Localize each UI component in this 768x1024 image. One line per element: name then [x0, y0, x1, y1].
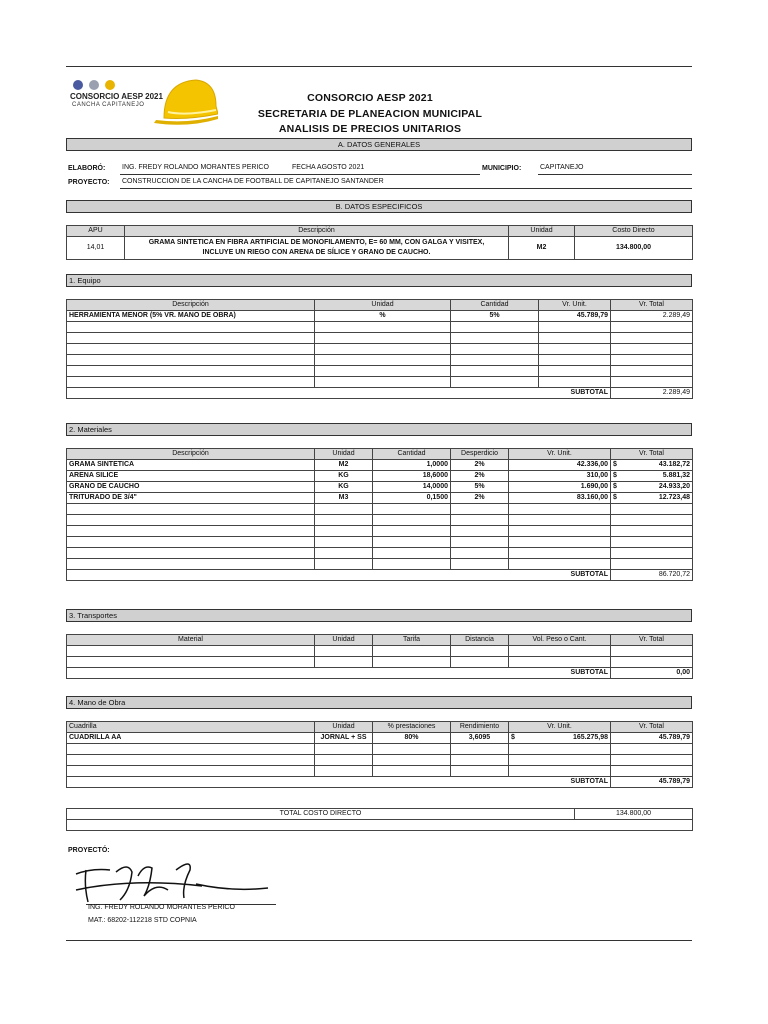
handwritten-signature	[72, 856, 272, 906]
proyecto-label: PROYECTO:	[68, 179, 110, 186]
table-row	[67, 355, 693, 366]
signer-license: MAT.: 68202-112218 STD COPNIA	[88, 917, 197, 924]
proyecto-signature-label: PROYECTÓ:	[68, 847, 110, 854]
col-header-unit: Unidad	[509, 226, 575, 237]
elaboro-label: ELABORÓ:	[68, 165, 106, 172]
transport-bar-label: 3. Transportes	[69, 611, 117, 620]
col-header-benefits: % prestaciones	[373, 722, 451, 733]
cell-quantity: 18,6000	[373, 471, 451, 482]
subtotal-value: 0,00	[611, 668, 693, 679]
table-row	[67, 493, 693, 504]
apu-value: 14,01	[67, 237, 125, 260]
table-row	[67, 377, 693, 388]
cell-waste: 5%	[451, 482, 509, 493]
equipment-table	[66, 299, 693, 399]
col-header-crew: Cuadrilla	[67, 722, 315, 733]
logo-subtitle: CANCHA CAPITANEJO	[72, 102, 145, 108]
subtotal-value: 86.720,72	[611, 570, 693, 581]
currency-symbol: $	[613, 461, 617, 468]
table-row	[67, 515, 693, 526]
col-header-unit-price: Vr. Unit.	[509, 722, 611, 733]
subtotal-label: SUBTOTAL	[539, 388, 611, 399]
table-row	[67, 559, 693, 570]
cell-unit-price: 83.160,00	[509, 493, 611, 504]
transport-table	[66, 634, 693, 679]
table-row	[67, 504, 693, 515]
cell-description: GRANO DE CAUCHO	[67, 482, 315, 493]
cell-unit: KG	[315, 482, 373, 493]
table-row	[67, 322, 693, 333]
table-row	[67, 311, 693, 322]
equipment-bar	[66, 274, 692, 287]
col-header-material: Material	[67, 635, 315, 646]
subtotal-value: 45.789,79	[611, 777, 693, 788]
fecha-value: FECHA AGOSTO 2021	[292, 164, 365, 171]
subtotal-label: SUBTOTAL	[509, 668, 611, 679]
apu-description	[125, 237, 509, 260]
table-row	[67, 755, 693, 766]
elaboro-underline	[120, 174, 480, 175]
col-header-unit-price: Vr. Unit.	[509, 449, 611, 460]
col-header-description: Descripción	[67, 449, 315, 460]
col-header-unit-price: Vr. Unit.	[539, 300, 611, 311]
table-row	[67, 646, 693, 657]
col-header-total: Vr. Total	[611, 635, 693, 646]
cell-unit-price: 310,00	[509, 471, 611, 482]
cell-quantity: 1,0000	[373, 460, 451, 471]
subtotal-value: 2.289,49	[611, 388, 693, 399]
materials-table	[66, 448, 693, 581]
cell-unit-price-value: 165.275,98	[572, 734, 608, 741]
col-header-unit: Unidad	[315, 635, 373, 646]
cell-performance: 3,6095	[451, 733, 509, 744]
col-header-distance: Distancia	[451, 635, 509, 646]
cell-description: HERRAMIENTA MENOR (5% VR. MANO DE OBRA)	[67, 311, 315, 322]
col-header-description: Descripción	[67, 300, 315, 311]
cell-description: ARENA SILICE	[67, 471, 315, 482]
apu-description-line1: GRAMA SINTETICA EN FIBRA ARTIFICIAL DE MONOFILAMENTO, E= 60 MM, CON GALGA Y VISITEX,	[148, 239, 485, 246]
cell-waste: 2%	[451, 460, 509, 471]
total-value: 134.800,00	[575, 809, 693, 820]
currency-symbol: $	[613, 472, 617, 479]
cell-benefits: 80%	[373, 733, 451, 744]
municipio-underline	[538, 174, 692, 175]
col-header-total: Vr. Total	[611, 722, 693, 733]
materials-bar	[66, 423, 692, 436]
col-header-description: Descripción	[125, 226, 509, 237]
cell-total: 45.789,79	[611, 733, 693, 744]
logo-brand: CONSORCIO AESP 2021	[70, 92, 163, 101]
cell-waste: 2%	[451, 493, 509, 504]
table-row	[67, 744, 693, 755]
col-header-direct-cost: Costo Directo	[575, 226, 693, 237]
subtotal-row	[67, 388, 693, 399]
cell-unit: JORNAL + SS	[315, 733, 373, 744]
subtotal-row	[67, 570, 693, 581]
table-row	[67, 537, 693, 548]
header-line2: SECRETARIA DE PLANEACION MUNICIPAL	[257, 108, 483, 120]
col-header-quantity: Cantidad	[451, 300, 539, 311]
cell-total: 2.289,49	[611, 311, 693, 322]
table-row	[67, 460, 693, 471]
subtotal-row	[67, 668, 693, 679]
cell-unit-price	[509, 733, 611, 744]
table-row	[67, 526, 693, 537]
apu-description-line2: INCLUYE UN RIEGO CON ARENA DE SÍLICE Y GRANO DE CAUCHO.	[202, 249, 431, 256]
table-row	[67, 733, 693, 744]
table-row	[67, 333, 693, 344]
col-header-total: Vr. Total	[611, 300, 693, 311]
col-header-performance: Rendimiento	[451, 722, 509, 733]
col-header-unit: Unidad	[315, 722, 373, 733]
top-rule	[66, 66, 692, 67]
company-logo	[68, 76, 218, 136]
labor-bar	[66, 696, 692, 709]
cell-unit-price: 42.336,00	[509, 460, 611, 471]
col-header-volume: Vol. Peso o Cant.	[509, 635, 611, 646]
municipio-value: CAPITANEJO	[540, 164, 584, 171]
specific-data-bar: B. DATOS ESPECIFICOS	[66, 200, 692, 213]
table-row	[67, 657, 693, 668]
cell-total	[611, 460, 693, 471]
materials-bar-label: 2. Materiales	[69, 425, 112, 434]
subtotal-label: SUBTOTAL	[509, 570, 611, 581]
general-data-bar: A. DATOS GENERALES	[66, 138, 692, 151]
cell-unit-price: 45.789,79	[539, 311, 611, 322]
table-row	[67, 548, 693, 559]
currency-symbol: $	[511, 734, 515, 741]
cell-unit: M3	[315, 493, 373, 504]
proyecto-value: CONSTRUCCION DE LA CANCHA DE FOOTBALL DE CAPITANEJO SANTANDER	[122, 178, 384, 185]
cell-unit: %	[315, 311, 451, 322]
cell-unit: M2	[315, 460, 373, 471]
col-header-total: Vr. Total	[611, 449, 693, 460]
header-line1: CONSORCIO AESP 2021	[307, 92, 433, 104]
cell-total	[611, 493, 693, 504]
col-header-unit: Unidad	[315, 300, 451, 311]
subtotal-row	[67, 777, 693, 788]
cell-total	[611, 471, 693, 482]
cell-total-value: 5.881,32	[662, 472, 690, 479]
col-header-waste: Desperdicio	[451, 449, 509, 460]
specific-table	[66, 225, 693, 260]
cell-unit-price: 1.690,00	[509, 482, 611, 493]
table-row	[67, 366, 693, 377]
labor-bar-label: 4. Mano de Obra	[69, 698, 126, 707]
col-header-rate: Tarifa	[373, 635, 451, 646]
cell-crew: CUADRILLA AA	[67, 733, 315, 744]
labor-table	[66, 721, 693, 788]
currency-symbol: $	[613, 483, 617, 490]
elaboro-value: ING. FREDY ROLANDO MORANTES PERICO	[122, 164, 269, 171]
total-table	[66, 808, 693, 831]
apu-unit: M2	[509, 237, 575, 260]
table-row	[67, 344, 693, 355]
table-row	[67, 766, 693, 777]
signer-name: ING. FREDY ROLANDO MORANTES PERICO	[88, 904, 235, 911]
equipment-bar-label: 1. Equipo	[69, 276, 101, 285]
total-label: TOTAL COSTO DIRECTO	[67, 809, 575, 820]
cell-description: TRITURADO DE 3/4"	[67, 493, 315, 504]
apu-direct-cost: 134.800,00	[575, 237, 693, 260]
header-line3: ANALISIS DE PRECIOS UNITARIOS	[278, 123, 462, 135]
cell-total-value: 43.182,72	[658, 461, 690, 468]
cell-waste: 2%	[451, 471, 509, 482]
cell-quantity: 14,0000	[373, 482, 451, 493]
col-header-apu: APU	[67, 226, 125, 237]
cell-quantity: 5%	[451, 311, 539, 322]
bottom-rule	[66, 940, 692, 941]
cell-quantity: 0,1500	[373, 493, 451, 504]
municipio-label: MUNICIPIO:	[482, 165, 522, 172]
cell-unit: KG	[315, 471, 373, 482]
proyecto-underline	[120, 188, 692, 189]
transport-bar	[66, 609, 692, 622]
cell-total-value: 24.933,20	[658, 483, 690, 490]
table-row	[67, 471, 693, 482]
cell-description: GRAMA SINTETICA	[67, 460, 315, 471]
col-header-unit: Unidad	[315, 449, 373, 460]
subtotal-label: SUBTOTAL	[509, 777, 611, 788]
currency-symbol: $	[613, 494, 617, 501]
cell-total	[611, 482, 693, 493]
table-row	[67, 482, 693, 493]
col-header-quantity: Cantidad	[373, 449, 451, 460]
cell-total-value: 12.723,48	[658, 494, 690, 501]
